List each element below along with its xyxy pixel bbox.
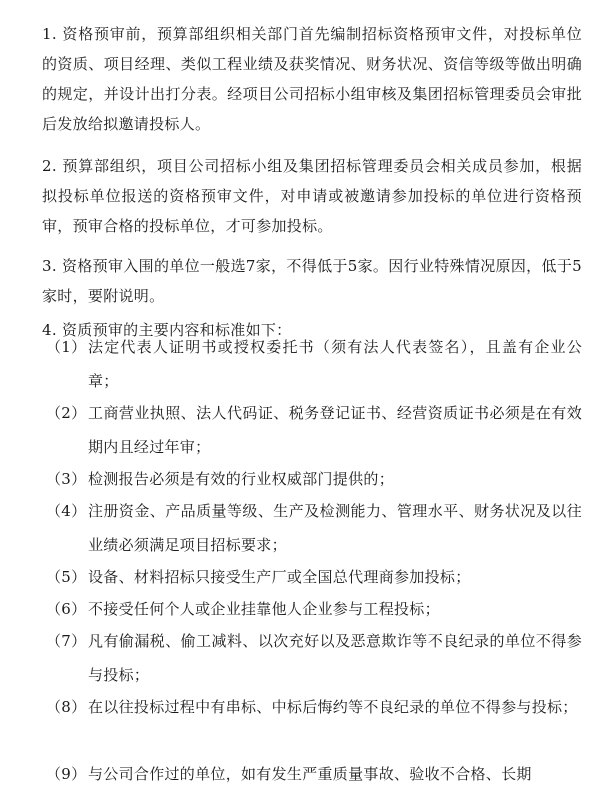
list-item-marker: （1） bbox=[46, 338, 87, 356]
list-item-text: 法定代表人证明书或授权委托书（须有法人代表签名），且盖有企业公章； bbox=[88, 338, 582, 390]
paragraph-3: 3. 资格预审入围的单位一般选7家，不得低于5家。因行业特殊情况原因，低于5家时，要附说明。 bbox=[42, 257, 582, 305]
list-item bbox=[46, 690, 582, 724]
list-item bbox=[46, 396, 582, 464]
list-item bbox=[46, 757, 582, 791]
list-item-text: 在以往投标过程中有串标、中标后悔约等不良纪录的单位不得参与投标； bbox=[88, 698, 578, 716]
paragraph-1: 1. 资格预审前，预算部组织相关部门首先编制招标资格预审文件，对投标单位的资质、项目经理、类似工程业绩及获奖情况、财务状况、资信等级等做出明确的规定，并设计出打分表。经项目公司招标小组审核及集团招标管理委员会审批后发放给拟邀请投标人。 bbox=[42, 25, 582, 133]
list-item-text: 检测报告必须是有效的行业权威部门提供的； bbox=[88, 470, 395, 488]
list-item-marker: （7） bbox=[46, 632, 87, 650]
paragraph-4: 4. 资质预审的主要内容和标准如下： bbox=[42, 321, 292, 339]
list-item-text: 设备、材料招标只接受生产厂或全国总代理商参加投标； bbox=[88, 568, 471, 586]
list-item bbox=[46, 592, 582, 626]
list-item-text: 不接受任何个人或企业挂靠他人企业参与工程投标； bbox=[88, 600, 440, 618]
paragraph-2: 2. 预算部组织，项目公司招标小组及集团招标管理委员会相关成员参加，根据拟投标单位报送的资格预审文件，对申请或被邀请参加投标的单位进行资格预审，预审合格的投标单位，才可参加投标。 bbox=[42, 157, 582, 235]
list-item-text: 与公司合作过的单位，如有发生严重质量事故、验收不合格、长期 bbox=[88, 765, 532, 783]
list-item bbox=[46, 462, 582, 496]
list-item-marker: （5） bbox=[46, 568, 87, 586]
list-item-marker: （2） bbox=[46, 404, 87, 422]
list-item-marker: （6） bbox=[46, 600, 87, 618]
list-item bbox=[46, 330, 582, 398]
list-item-marker: （9） bbox=[46, 765, 87, 783]
list-item-marker: （4） bbox=[46, 502, 87, 520]
list-item bbox=[46, 624, 582, 692]
list-item-marker: （8） bbox=[46, 698, 87, 716]
list-item bbox=[46, 560, 582, 594]
list-item-text: 凡有偷漏税、偷工减料、以次充好以及恶意欺诈等不良纪录的单位不得参与投标； bbox=[88, 632, 582, 684]
list-item-text: 注册资金、产品质量等级、生产及检测能力、管理水平、财务状况及以往业绩必须满足项目招标要求； bbox=[88, 502, 582, 554]
list-item bbox=[46, 494, 582, 562]
list-item-marker: （3） bbox=[46, 470, 87, 488]
list-item-text: 工商营业执照、法人代码证、税务登记证书、经营资质证书必须是在有效期内且经过年审； bbox=[88, 404, 582, 456]
